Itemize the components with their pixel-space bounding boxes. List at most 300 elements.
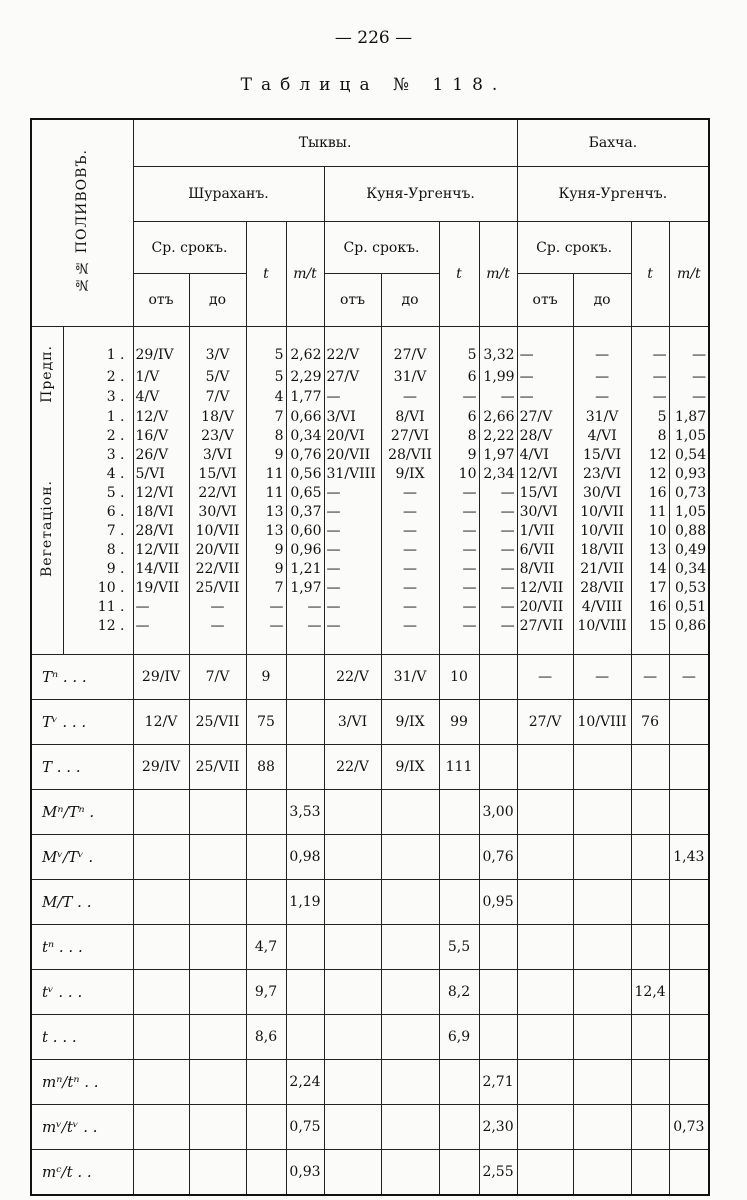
table-cell: 2,30 bbox=[479, 1104, 517, 1149]
summary-row bbox=[31, 1014, 709, 1059]
table-cell: 1,21 bbox=[286, 560, 324, 579]
table-cell: 5 bbox=[246, 367, 286, 387]
table-cell bbox=[133, 1149, 189, 1195]
irrigation-number: 9 . bbox=[63, 560, 133, 579]
table-cell bbox=[189, 924, 246, 969]
table-cell bbox=[246, 1059, 286, 1104]
table-cell: 2,34 bbox=[479, 465, 517, 484]
table-cell: — bbox=[246, 598, 286, 617]
table-cell: 0,60 bbox=[286, 522, 324, 541]
table-cell: — bbox=[439, 617, 479, 655]
t-header: t bbox=[439, 222, 479, 327]
table-cell bbox=[246, 879, 286, 924]
summary-label: mᶜ/t . . bbox=[31, 1149, 133, 1195]
table-cell bbox=[573, 1014, 631, 1059]
table-cell: 111 bbox=[439, 744, 479, 789]
summary-row bbox=[31, 789, 709, 834]
table-row bbox=[31, 617, 709, 655]
table-cell bbox=[439, 1104, 479, 1149]
table-cell: — bbox=[479, 387, 517, 407]
table-cell: 30/VI bbox=[189, 503, 246, 522]
table-cell bbox=[381, 969, 439, 1014]
table-cell bbox=[246, 1104, 286, 1149]
table-cell: 9 bbox=[439, 446, 479, 465]
table-cell bbox=[631, 1149, 669, 1195]
table-cell bbox=[246, 1149, 286, 1195]
table-cell: — bbox=[439, 484, 479, 503]
table-cell: — bbox=[439, 503, 479, 522]
table-cell: 0,76 bbox=[286, 446, 324, 465]
table-cell: — bbox=[324, 598, 381, 617]
table-cell: 9/IX bbox=[381, 699, 439, 744]
table-cell: 29/IV bbox=[133, 327, 189, 367]
table-cell: 9/IX bbox=[381, 744, 439, 789]
table-cell bbox=[439, 1149, 479, 1195]
irrigation-table bbox=[30, 118, 710, 1196]
crop-header-pumpkins: Тыквы. bbox=[133, 119, 517, 167]
table-cell bbox=[324, 1149, 381, 1195]
table-cell bbox=[631, 1059, 669, 1104]
table-cell: 0,73 bbox=[669, 1104, 709, 1149]
table-cell bbox=[573, 1104, 631, 1149]
table-cell bbox=[517, 1014, 573, 1059]
table-cell: 3/VI bbox=[324, 699, 381, 744]
table-cell: — bbox=[381, 484, 439, 503]
table-row bbox=[31, 541, 709, 560]
table-cell: 1,05 bbox=[669, 503, 709, 522]
table-cell bbox=[479, 924, 517, 969]
table-row bbox=[31, 522, 709, 541]
table-cell bbox=[517, 879, 573, 924]
table-cell: 31/V bbox=[381, 654, 439, 699]
table-cell: — bbox=[517, 367, 573, 387]
table-cell: 2,55 bbox=[479, 1149, 517, 1195]
summary-row bbox=[31, 654, 709, 699]
table-cell: 6,9 bbox=[439, 1014, 479, 1059]
table-cell bbox=[439, 789, 479, 834]
table-cell: 0,34 bbox=[669, 560, 709, 579]
table-cell: 10/VII bbox=[573, 503, 631, 522]
table-cell bbox=[133, 1104, 189, 1149]
summary-label: mⁿ/tⁿ . . bbox=[31, 1059, 133, 1104]
table-cell: 5/VI bbox=[133, 465, 189, 484]
table-cell: 18/VI bbox=[133, 503, 189, 522]
table-cell: 11 bbox=[246, 484, 286, 503]
table-cell bbox=[381, 1014, 439, 1059]
summary-row bbox=[31, 1104, 709, 1149]
table-cell: — bbox=[669, 387, 709, 407]
table-cell: 0,73 bbox=[669, 484, 709, 503]
table-cell bbox=[479, 654, 517, 699]
table-cell bbox=[189, 1104, 246, 1149]
table-cell bbox=[631, 789, 669, 834]
table-cell: — bbox=[479, 617, 517, 655]
table-cell bbox=[246, 789, 286, 834]
table-cell: 1/V bbox=[133, 367, 189, 387]
table-cell: — bbox=[381, 522, 439, 541]
avg-term-header: Ср. срокъ. bbox=[324, 222, 439, 274]
table-cell: 1,77 bbox=[286, 387, 324, 407]
table-cell bbox=[324, 1104, 381, 1149]
table-cell: 9 bbox=[246, 541, 286, 560]
table-cell: 12 bbox=[631, 446, 669, 465]
table-cell: 0,65 bbox=[286, 484, 324, 503]
table-row bbox=[31, 560, 709, 579]
summary-row bbox=[31, 1059, 709, 1104]
table-cell: 0,37 bbox=[286, 503, 324, 522]
table-cell: 0,66 bbox=[286, 408, 324, 427]
table-cell: 76 bbox=[631, 699, 669, 744]
irrigation-number: 3 . bbox=[63, 387, 133, 407]
group-label: Вегетацiон. bbox=[31, 408, 63, 655]
page-number: — 226 — bbox=[334, 28, 413, 48]
table-cell bbox=[189, 1014, 246, 1059]
table-cell bbox=[246, 834, 286, 879]
summary-row bbox=[31, 879, 709, 924]
table-cell: 5 bbox=[631, 408, 669, 427]
table-cell: — bbox=[631, 367, 669, 387]
table-cell: 20/VII bbox=[324, 446, 381, 465]
table-cell: 17 bbox=[631, 579, 669, 598]
table-cell: — bbox=[479, 503, 517, 522]
table-cell: — bbox=[669, 367, 709, 387]
table-cell: 9,7 bbox=[246, 969, 286, 1014]
table-cell: 31/VIII bbox=[324, 465, 381, 484]
table-cell bbox=[286, 1014, 324, 1059]
table-cell bbox=[133, 1059, 189, 1104]
table-cell: 9 bbox=[246, 560, 286, 579]
table-cell: — bbox=[246, 617, 286, 655]
table-cell bbox=[286, 744, 324, 789]
table-cell bbox=[189, 1149, 246, 1195]
table-cell: 0,53 bbox=[669, 579, 709, 598]
table-cell: — bbox=[439, 598, 479, 617]
place-header-kunya-urgench-2: Куня-Ургенчъ. bbox=[517, 167, 709, 222]
table-cell: — bbox=[517, 387, 573, 407]
table-cell: 3/VI bbox=[324, 408, 381, 427]
table-cell bbox=[286, 924, 324, 969]
table-cell: 0,49 bbox=[669, 541, 709, 560]
summary-row bbox=[31, 834, 709, 879]
table-cell: 1/VII bbox=[517, 522, 573, 541]
table-body bbox=[31, 327, 709, 1195]
table-cell: 27/VII bbox=[517, 617, 573, 655]
table-cell: 7/V bbox=[189, 387, 246, 407]
table-cell: 6/VII bbox=[517, 541, 573, 560]
from-header: отъ bbox=[517, 274, 573, 327]
summary-label: T . . . bbox=[31, 744, 133, 789]
group-label: Предп. bbox=[31, 327, 63, 408]
table-cell: 4/VIII bbox=[573, 598, 631, 617]
table-cell: 0,34 bbox=[286, 427, 324, 446]
table-row bbox=[31, 367, 709, 387]
table-cell bbox=[631, 879, 669, 924]
table-cell: — bbox=[669, 654, 709, 699]
table-cell: 10/VIII bbox=[573, 617, 631, 655]
table-cell: 12 bbox=[631, 465, 669, 484]
table-cell: — bbox=[189, 617, 246, 655]
irrigation-number: 12 . bbox=[63, 617, 133, 655]
table-cell: 31/V bbox=[381, 367, 439, 387]
table-cell bbox=[517, 969, 573, 1014]
table-cell: 3/V bbox=[189, 327, 246, 367]
table-cell: 3,00 bbox=[479, 789, 517, 834]
table-cell: — bbox=[133, 617, 189, 655]
summary-row bbox=[31, 744, 709, 789]
table-cell bbox=[669, 789, 709, 834]
table-cell bbox=[439, 879, 479, 924]
irrigation-number: 10 . bbox=[63, 579, 133, 598]
table-cell: 1,43 bbox=[669, 834, 709, 879]
avg-term-header: Ср. срокъ. bbox=[133, 222, 246, 274]
table-cell bbox=[189, 1059, 246, 1104]
table-cell: 16 bbox=[631, 598, 669, 617]
irrigation-number: 1 . bbox=[63, 327, 133, 367]
table-cell: 27/V bbox=[381, 327, 439, 367]
table-cell bbox=[324, 879, 381, 924]
table-cell: 0,86 bbox=[669, 617, 709, 655]
table-cell: — bbox=[479, 579, 517, 598]
table-cell: 30/VI bbox=[517, 503, 573, 522]
table-cell bbox=[669, 699, 709, 744]
table-cell: 2,24 bbox=[286, 1059, 324, 1104]
table-row bbox=[31, 484, 709, 503]
from-header: отъ bbox=[133, 274, 189, 327]
table-cell: — bbox=[324, 579, 381, 598]
to-header: до bbox=[381, 274, 439, 327]
table-cell: 29/IV bbox=[133, 744, 189, 789]
table-cell: 10/VIII bbox=[573, 699, 631, 744]
table-cell: — bbox=[324, 617, 381, 655]
table-cell: 18/VII bbox=[573, 541, 631, 560]
summary-label: tᵛ . . . bbox=[31, 969, 133, 1014]
irrigation-number: 3 . bbox=[63, 446, 133, 465]
table-cell bbox=[573, 1059, 631, 1104]
table-cell: 28/V bbox=[517, 427, 573, 446]
table-cell: 4/V bbox=[133, 387, 189, 407]
table-cell: 16/V bbox=[133, 427, 189, 446]
table-cell bbox=[573, 924, 631, 969]
table-cell: 20/VI bbox=[324, 427, 381, 446]
table-cell: — bbox=[324, 387, 381, 407]
table-cell: 9 bbox=[246, 446, 286, 465]
table-cell: 8 bbox=[439, 427, 479, 446]
table-cell: 23/VI bbox=[573, 465, 631, 484]
table-cell bbox=[669, 1014, 709, 1059]
table-cell: 26/V bbox=[133, 446, 189, 465]
table-cell bbox=[381, 924, 439, 969]
summary-label: mᵛ/tᵛ . . bbox=[31, 1104, 133, 1149]
table-cell: 0,76 bbox=[479, 834, 517, 879]
table-cell: 10/VII bbox=[573, 522, 631, 541]
table-cell: 22/V bbox=[324, 654, 381, 699]
table-cell: 6 bbox=[439, 367, 479, 387]
table-cell: 14/VII bbox=[133, 560, 189, 579]
table-cell: — bbox=[439, 560, 479, 579]
irrigation-number: 5 . bbox=[63, 484, 133, 503]
table-cell: 12/VI bbox=[133, 484, 189, 503]
table-cell bbox=[573, 1149, 631, 1195]
table-cell: 29/IV bbox=[133, 654, 189, 699]
table-cell: 15/VI bbox=[189, 465, 246, 484]
summary-row bbox=[31, 1149, 709, 1195]
table-cell: — bbox=[573, 654, 631, 699]
table-cell: 14 bbox=[631, 560, 669, 579]
table-cell: — bbox=[324, 503, 381, 522]
table-cell bbox=[573, 789, 631, 834]
table-cell: 13 bbox=[631, 541, 669, 560]
table-cell: 28/VII bbox=[381, 446, 439, 465]
table-row bbox=[31, 503, 709, 522]
table-cell bbox=[189, 834, 246, 879]
table-cell: 0,51 bbox=[669, 598, 709, 617]
table-cell: 31/V bbox=[573, 408, 631, 427]
table-cell bbox=[189, 789, 246, 834]
table-cell: 1,19 bbox=[286, 879, 324, 924]
table-cell: — bbox=[324, 522, 381, 541]
table-cell: 3,32 bbox=[479, 327, 517, 367]
table-cell: — bbox=[286, 598, 324, 617]
table-cell bbox=[324, 789, 381, 834]
table-cell: — bbox=[479, 560, 517, 579]
crop-header-melons: Бахча. bbox=[517, 119, 709, 167]
from-header: отъ bbox=[324, 274, 381, 327]
table-cell: 3/VI bbox=[189, 446, 246, 465]
table-row bbox=[31, 446, 709, 465]
table-cell: — bbox=[479, 541, 517, 560]
table-cell: 5,5 bbox=[439, 924, 479, 969]
table-cell bbox=[286, 969, 324, 1014]
table-row bbox=[31, 327, 709, 367]
table-cell: 20/VII bbox=[189, 541, 246, 560]
table-cell: 12/V bbox=[133, 408, 189, 427]
table-cell bbox=[517, 1149, 573, 1195]
table-cell: 8 bbox=[246, 427, 286, 446]
table-cell bbox=[631, 834, 669, 879]
table-cell: 2,66 bbox=[479, 408, 517, 427]
avg-term-header: Ср. срокъ. bbox=[517, 222, 631, 274]
table-cell: 1,87 bbox=[669, 408, 709, 427]
table-cell: — bbox=[517, 654, 573, 699]
table-cell: — bbox=[573, 387, 631, 407]
table-cell: 27/V bbox=[517, 408, 573, 427]
table-cell: 0,88 bbox=[669, 522, 709, 541]
table-cell: — bbox=[631, 654, 669, 699]
table-cell: — bbox=[324, 560, 381, 579]
table-cell bbox=[631, 744, 669, 789]
table-cell: 10 bbox=[631, 522, 669, 541]
table-cell: 1,05 bbox=[669, 427, 709, 446]
table-cell: — bbox=[381, 598, 439, 617]
table-cell: 5 bbox=[439, 327, 479, 367]
table-cell: 0,95 bbox=[479, 879, 517, 924]
table-cell: 22/V bbox=[324, 327, 381, 367]
table-cell: — bbox=[479, 484, 517, 503]
table-cell bbox=[133, 789, 189, 834]
table-cell bbox=[439, 1059, 479, 1104]
table-cell: 18/V bbox=[189, 408, 246, 427]
table-cell: — bbox=[286, 617, 324, 655]
table-cell bbox=[381, 789, 439, 834]
table-cell: — bbox=[669, 327, 709, 367]
table-cell: 0,75 bbox=[286, 1104, 324, 1149]
table-cell: 22/VI bbox=[189, 484, 246, 503]
table-cell bbox=[324, 1014, 381, 1059]
table-cell: 23/V bbox=[189, 427, 246, 446]
table-cell: — bbox=[439, 541, 479, 560]
table-cell bbox=[381, 1104, 439, 1149]
table-cell: 1,97 bbox=[479, 446, 517, 465]
table-cell bbox=[631, 1014, 669, 1059]
table-row bbox=[31, 465, 709, 484]
table-cell: 5 bbox=[246, 327, 286, 367]
mt-header: m/t bbox=[479, 222, 517, 327]
table-cell bbox=[381, 834, 439, 879]
table-cell: — bbox=[479, 522, 517, 541]
table-cell bbox=[133, 969, 189, 1014]
table-cell bbox=[324, 924, 381, 969]
summary-label: t . . . bbox=[31, 1014, 133, 1059]
table-cell bbox=[631, 1104, 669, 1149]
table-cell: 15 bbox=[631, 617, 669, 655]
irrigation-number: 2 . bbox=[63, 367, 133, 387]
table-cell: 4,7 bbox=[246, 924, 286, 969]
table-cell: 13 bbox=[246, 503, 286, 522]
table-cell: 4/VI bbox=[573, 427, 631, 446]
table-cell: 9/IX bbox=[381, 465, 439, 484]
table-cell: 22/V bbox=[324, 744, 381, 789]
table-cell: 3,53 bbox=[286, 789, 324, 834]
table-row bbox=[31, 579, 709, 598]
table-cell bbox=[573, 834, 631, 879]
irrigation-number: 1 . bbox=[63, 408, 133, 427]
table-cell: 12/VI bbox=[517, 465, 573, 484]
table-cell: 7/V bbox=[189, 654, 246, 699]
table-cell bbox=[479, 699, 517, 744]
table-cell: 25/VII bbox=[189, 579, 246, 598]
table-cell: 12,4 bbox=[631, 969, 669, 1014]
table-cell bbox=[573, 744, 631, 789]
table-cell: 0,93 bbox=[286, 1149, 324, 1195]
table-cell: 27/VI bbox=[381, 427, 439, 446]
table-cell bbox=[517, 924, 573, 969]
table-cell: — bbox=[324, 484, 381, 503]
table-cell: — bbox=[439, 579, 479, 598]
table-cell: 88 bbox=[246, 744, 286, 789]
table-cell: 0,93 bbox=[669, 465, 709, 484]
t-header: t bbox=[246, 222, 286, 327]
mt-header: m/t bbox=[669, 222, 709, 327]
table-cell: — bbox=[439, 522, 479, 541]
table-cell: — bbox=[517, 327, 573, 367]
table-cell: 27/V bbox=[517, 699, 573, 744]
table-cell bbox=[324, 1059, 381, 1104]
summary-label: Tᵛ . . . bbox=[31, 699, 133, 744]
table-cell bbox=[669, 969, 709, 1014]
table-cell bbox=[189, 879, 246, 924]
table-cell: 0,96 bbox=[286, 541, 324, 560]
table-cell: 21/VII bbox=[573, 560, 631, 579]
table-cell: 4 bbox=[246, 387, 286, 407]
table-cell bbox=[669, 879, 709, 924]
table-cell bbox=[669, 1059, 709, 1104]
table-cell: — bbox=[381, 579, 439, 598]
table-cell bbox=[669, 1149, 709, 1195]
table-cell: 13 bbox=[246, 522, 286, 541]
table-cell: 8 bbox=[631, 427, 669, 446]
table-cell: 11 bbox=[246, 465, 286, 484]
table-cell: 6 bbox=[439, 408, 479, 427]
